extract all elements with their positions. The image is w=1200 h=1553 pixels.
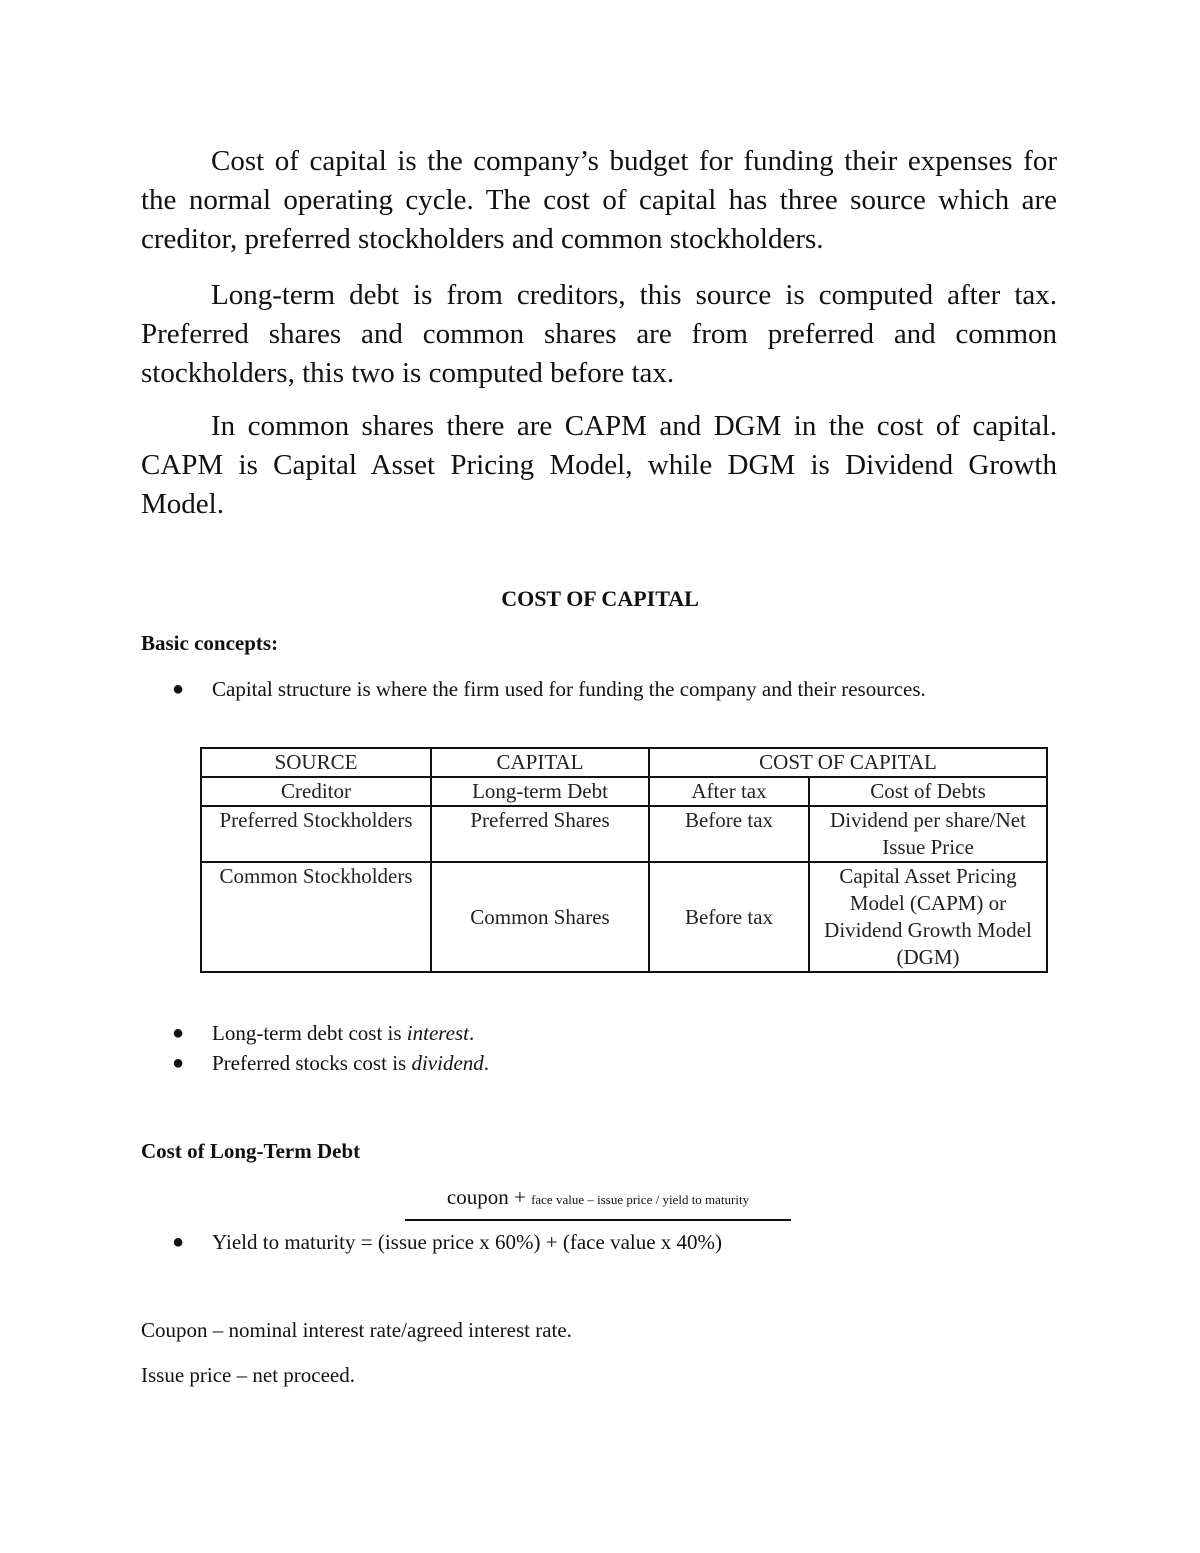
table-header-row	[201, 748, 1047, 777]
definition-coupon: Coupon – nominal interest rate/agreed interest rate.	[141, 1318, 572, 1342]
intro-paragraph-2-text: Long-term debt is from creditors, this source is computed after tax. Preferred shares and common shares are from preferred and common stockholders, this two is computed before tax.	[141, 279, 1057, 389]
bullet-prefix: Preferred stocks cost is	[212, 1051, 412, 1075]
bullet-emphasis: dividend	[411, 1051, 484, 1075]
bullet-suffix: .	[469, 1021, 475, 1045]
section-title: COST OF CAPITAL	[501, 586, 699, 611]
bullet-suffix: .	[483, 1051, 490, 1075]
bullet-icon: ●	[172, 1052, 185, 1074]
formula-numerator	[405, 1182, 791, 1215]
table-row	[201, 862, 1047, 972]
bullet-text: Capital structure is where the firm used for funding the company and their resources.	[212, 677, 926, 701]
table-cell: Preferred Stockholders	[201, 806, 431, 862]
table-cell: After tax	[649, 777, 809, 806]
fraction-bar	[405, 1219, 791, 1221]
formula-main: coupon +	[446, 1185, 532, 1209]
bullet-icon: ●	[172, 678, 185, 700]
intro-paragraph-1-text: Cost of capital is the company’s budget for funding their expenses for the normal operating cycle. The cost of capital has three source which are creditor, preferred stockholders and common stockholders.	[141, 145, 1057, 255]
header-cell: SOURCE	[201, 748, 431, 777]
cost-of-debt-formula	[405, 1182, 791, 1221]
bullet-icon: ●	[172, 1022, 185, 1044]
table-cell: Common Shares	[431, 862, 649, 972]
definition-issue-price: Issue price – net proceed.	[141, 1363, 355, 1387]
table-row	[201, 806, 1047, 862]
table-cell: Creditor	[201, 777, 431, 806]
table-cell: Preferred Shares	[431, 806, 649, 862]
cost-of-long-term-debt-heading: Cost of Long-Term Debt	[141, 1139, 361, 1163]
table-cell: Common Stockholders	[201, 862, 431, 972]
intro-paragraph-1	[141, 142, 1057, 259]
table-row	[201, 777, 1047, 806]
intro-paragraph-2	[141, 276, 1057, 393]
table-cell: Before tax	[649, 862, 809, 972]
bullet-prefix: Long-term debt cost is	[212, 1021, 407, 1045]
header-cell: COST OF CAPITAL	[649, 748, 1047, 777]
header-cell: CAPITAL	[431, 748, 649, 777]
table-cell: Before tax	[649, 806, 809, 862]
bullet-text: Yield to maturity = (issue price x 60%) + (face value x 40%)	[212, 1230, 723, 1254]
bullet-icon: ●	[172, 1231, 185, 1253]
basic-concepts-heading: Basic concepts:	[141, 631, 279, 655]
bullet-emphasis: interest	[406, 1021, 470, 1045]
table-cell: Capital Asset Pricing Model (CAPM) or Dividend Growth Model (DGM)	[809, 862, 1047, 972]
table-cell: Cost of Debts	[809, 777, 1047, 806]
formula-small: face value – issue price / yield to maturity	[531, 1192, 750, 1207]
table-cell: Long-term Debt	[431, 777, 649, 806]
table-cell: Dividend per share/Net Issue Price	[809, 806, 1047, 862]
cost-of-capital-table	[200, 747, 1048, 973]
intro-paragraph-3	[141, 407, 1057, 524]
intro-paragraph-3-text: In common shares there are CAPM and DGM in the cost of capital. CAPM is Capital Asset Pricing Model, while DGM is Dividend Growth Model.	[141, 410, 1057, 520]
